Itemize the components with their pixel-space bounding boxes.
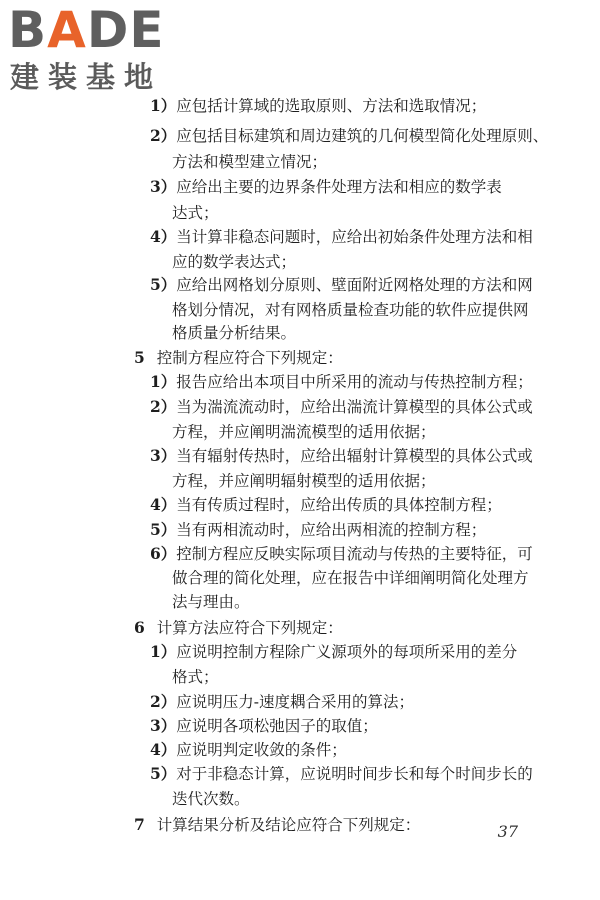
logo-wordmark bbox=[8, 1, 183, 59]
bade-logo bbox=[8, 1, 183, 96]
list-item-continuation bbox=[172, 300, 529, 322]
list-item bbox=[150, 446, 533, 468]
list-item-continuation bbox=[172, 252, 296, 274]
line-text: 应说明判定收敛的条件； bbox=[176, 741, 347, 759]
item-number: 3） bbox=[150, 716, 177, 735]
logo-letters-de: DE bbox=[86, 1, 165, 59]
line-text: 应给出主要的边界条件处理方法和相应的数学表 bbox=[176, 178, 502, 196]
logo-letter-b: B bbox=[8, 1, 48, 59]
line-text: 报告应给出本项目中所采用的流动与传热控制方程； bbox=[176, 373, 533, 391]
list-item-continuation bbox=[172, 667, 219, 689]
item-number: 1） bbox=[150, 372, 177, 391]
line-text: 达式； bbox=[172, 204, 219, 222]
list-item bbox=[150, 495, 502, 517]
item-number: 4） bbox=[150, 495, 177, 514]
list-item-continuation bbox=[172, 152, 327, 174]
item-number: 5） bbox=[150, 520, 177, 539]
item-number: 5） bbox=[150, 275, 177, 294]
item-number: 3） bbox=[150, 177, 177, 196]
list-item bbox=[150, 740, 347, 762]
list-item bbox=[150, 716, 378, 738]
item-number: 2） bbox=[150, 126, 177, 145]
line-text: 计算结果分析及结论应符合下列规定： bbox=[156, 816, 421, 834]
item-number: 2） bbox=[150, 397, 177, 416]
item-number: 4） bbox=[150, 227, 177, 246]
line-text: 迭代次数。 bbox=[172, 790, 250, 808]
list-item-continuation bbox=[172, 323, 296, 345]
line-text: 格式； bbox=[172, 668, 219, 686]
list-item bbox=[150, 764, 533, 786]
line-text: 应说明控制方程除广义源项外的每项所采用的差分 bbox=[176, 643, 518, 661]
line-text: 方程，并应阐明湍流模型的适用依据； bbox=[172, 423, 436, 441]
item-number: 4） bbox=[150, 740, 177, 759]
line-text: 应给出网格划分原则、壁面附近网格处理的方法和网 bbox=[176, 276, 533, 294]
list-item-continuation bbox=[172, 203, 219, 225]
logo-letter-a: A bbox=[47, 1, 87, 59]
line-text: 当计算非稳态问题时，应给出初始条件处理方法和相 bbox=[176, 228, 533, 246]
line-text: 格质量分析结果。 bbox=[172, 324, 297, 342]
list-item bbox=[150, 275, 533, 297]
list-item bbox=[150, 372, 533, 394]
list-item bbox=[150, 544, 533, 566]
line-text: 控制方程应反映实际项目流动与传热的主要特征，可 bbox=[176, 545, 533, 563]
line-text: 方程，并应阐明辐射模型的适用依据； bbox=[172, 472, 436, 490]
section-number: 5 bbox=[134, 348, 145, 367]
line-text: 应的数学表达式； bbox=[172, 253, 297, 271]
list-item bbox=[150, 126, 548, 148]
list-item bbox=[134, 618, 343, 640]
list-item bbox=[150, 692, 414, 714]
section-number: 6 bbox=[134, 618, 145, 637]
line-text: 应包括目标建筑和周边建筑的几何模型简化处理原则、 bbox=[176, 127, 549, 145]
line-text: 方法和模型建立情况； bbox=[172, 153, 328, 171]
list-item-continuation bbox=[172, 592, 250, 614]
line-text: 当有两相流动时，应给出两相流的控制方程； bbox=[176, 521, 487, 539]
list-item bbox=[150, 227, 533, 249]
list-item-continuation bbox=[172, 471, 436, 493]
line-text: 当为湍流流动时，应给出湍流计算模型的具体公式或 bbox=[176, 398, 533, 416]
line-text: 应包括计算域的选取原则、方法和选取情况； bbox=[176, 97, 487, 115]
list-item bbox=[150, 177, 502, 199]
line-text: 控制方程应符合下列规定： bbox=[156, 349, 343, 367]
item-number: 3） bbox=[150, 446, 177, 465]
page-number: 37 bbox=[497, 822, 518, 841]
item-number: 2） bbox=[150, 692, 177, 711]
line-text: 当有传质过程时，应给出传质的具体控制方程； bbox=[176, 496, 502, 514]
line-text: 应说明各项松弛因子的取值； bbox=[176, 717, 378, 735]
line-text: 做合理的简化处理，应在报告中详细阐明简化处理方 bbox=[172, 569, 529, 587]
item-number: 5） bbox=[150, 764, 177, 783]
line-text: 格划分情况，对有网格质量检查功能的软件应提供网 bbox=[172, 301, 529, 319]
item-number: 1） bbox=[150, 96, 177, 115]
list-item-continuation bbox=[172, 568, 529, 590]
line-text: 对于非稳态计算，应说明时间步长和每个时间步长的 bbox=[176, 765, 533, 783]
list-item bbox=[150, 96, 486, 118]
list-item bbox=[150, 642, 517, 664]
line-text: 计算方法应符合下列规定： bbox=[156, 619, 343, 637]
list-item-continuation bbox=[172, 422, 436, 444]
list-item bbox=[134, 348, 343, 370]
line-text: 法与理由。 bbox=[172, 593, 250, 611]
list-item bbox=[150, 397, 533, 419]
logo-subtitle: 建装基地 bbox=[10, 60, 163, 94]
list-item bbox=[150, 520, 486, 542]
list-item-continuation bbox=[172, 789, 250, 811]
line-text: 应说明压力-速度耦合采用的算法； bbox=[176, 693, 415, 711]
item-number: 1） bbox=[150, 642, 177, 661]
section-number: 7 bbox=[134, 815, 145, 834]
line-text: 当有辐射传热时，应给出辐射计算模型的具体公式或 bbox=[176, 447, 533, 465]
item-number: 6） bbox=[150, 544, 177, 563]
list-item bbox=[134, 815, 420, 837]
